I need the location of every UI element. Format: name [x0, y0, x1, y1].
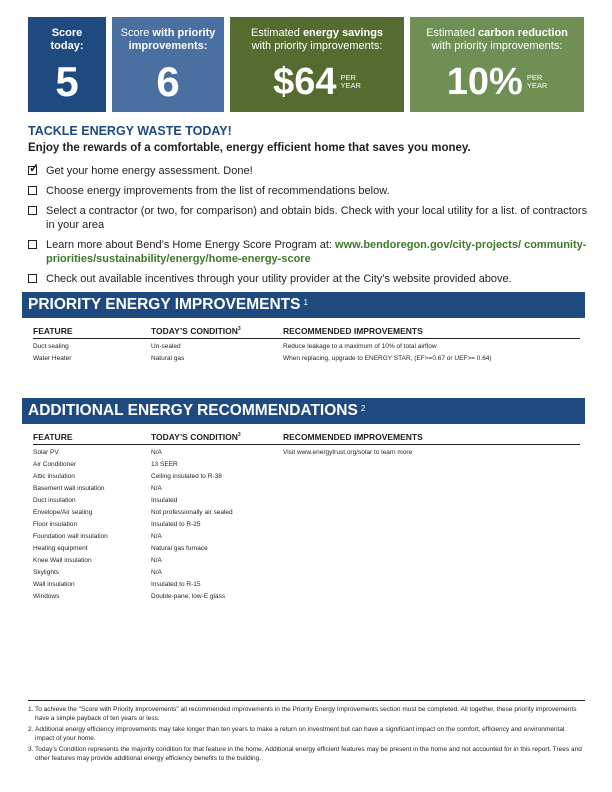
- column-header-feature: FEATURE: [33, 431, 73, 442]
- footnote-number: 3.: [28, 746, 34, 753]
- energy-savings-label-suffix: with priority improvements:: [251, 40, 383, 52]
- cell-condition: Natural gas: [151, 355, 185, 362]
- carbon-reduction-label-prefix: Estimated: [426, 27, 479, 39]
- table-row: [33, 579, 580, 591]
- additional-table: [33, 429, 580, 603]
- cell-condition: Insulated to R-25: [151, 521, 201, 528]
- cell-recommended: [283, 567, 580, 579]
- score-priority-box: [112, 17, 224, 112]
- energy-savings-label: [230, 27, 404, 53]
- column-header-condition-note: 3: [237, 325, 241, 332]
- cell-recommended: [283, 531, 580, 543]
- checklist-item: [28, 184, 588, 198]
- cell-condition: Insulated: [151, 497, 178, 504]
- checklist-item: [28, 204, 588, 232]
- additional-section-title: ADDITIONAL ENERGY RECOMMENDATIONS: [28, 402, 358, 419]
- checkbox[interactable]: [28, 186, 37, 195]
- table-row: [33, 519, 580, 531]
- table-row: [33, 471, 580, 483]
- table-row: [33, 507, 580, 519]
- score-priority-label-prefix: Score: [120, 27, 153, 39]
- cell-feature: Air Conditioner: [33, 461, 76, 468]
- carbon-reduction-value: 10%: [446, 61, 523, 103]
- footnote-number: 1.: [28, 706, 34, 713]
- score-priority-label-bold: with priority improvements:: [128, 27, 216, 52]
- table-row: [33, 353, 580, 365]
- checklist-item: [28, 272, 588, 286]
- energy-savings-per: PER: [340, 72, 356, 82]
- score-today-label: [28, 27, 106, 53]
- cell-condition: Ceiling insulated to R-38: [151, 473, 222, 480]
- carbon-reduction-label-suffix: with priority improvements:: [431, 40, 563, 52]
- cell-feature: Duct insulation: [33, 497, 76, 504]
- additional-table-header: [33, 429, 580, 445]
- cell-recommended: [283, 471, 580, 483]
- checklist-item: [28, 161, 588, 178]
- cell-condition: Not professionally air sealed: [151, 509, 233, 516]
- cell-recommended: [283, 543, 580, 555]
- footnote-number: 2.: [28, 726, 34, 733]
- table-row: [33, 447, 580, 459]
- score-today-value: 5: [55, 58, 79, 105]
- carbon-reduction-unit: [527, 74, 547, 91]
- checkbox[interactable]: [28, 274, 37, 283]
- cell-condition: Insulated to R-15: [151, 581, 201, 588]
- cell-feature: Skylights: [33, 569, 60, 576]
- checklist-item-text-lead: Learn more about Bend’s Home Energy Score Program at:: [46, 239, 336, 251]
- column-header-condition: [151, 432, 283, 442]
- cell-feature: Water Heater: [33, 355, 72, 362]
- checked-checkbox[interactable]: [28, 161, 40, 175]
- cell-condition: N/A: [151, 449, 162, 456]
- checkmark-icon: ✓: [29, 161, 40, 175]
- table-row: [33, 567, 580, 579]
- table-row: [33, 543, 580, 555]
- score-today-label-line1: Score: [51, 27, 83, 39]
- cell-recommended: [283, 495, 580, 507]
- cell-recommended: [283, 459, 580, 471]
- column-header-feature: FEATURE: [33, 325, 73, 336]
- cell-condition: Natural gas furnace: [151, 545, 208, 552]
- cell-recommended: [283, 591, 580, 603]
- checklist-item-text: Check out available incentives through your utility provider at the City’s website provided above.: [46, 273, 512, 285]
- carbon-reduction-box: [410, 17, 584, 112]
- checklist-item: [28, 238, 588, 266]
- score-today-box: [28, 17, 106, 112]
- carbon-reduction-label-bold: carbon reduction: [478, 27, 568, 39]
- footnote-text: Additional energy efficiency improvements may take longer than ten years to make a return on investment but can have a significant impact on the comfort, efficiency and environmental impact of your home.: [35, 726, 565, 742]
- footnotes: [28, 705, 585, 765]
- cell-feature: Solar PV: [33, 449, 59, 456]
- carbon-reduction-per: PER: [526, 72, 543, 82]
- score-priority-label: [112, 27, 224, 53]
- cell-recommended: [283, 555, 580, 567]
- cell-feature: Knee Wall insulation: [33, 557, 92, 564]
- table-row: [33, 483, 580, 495]
- cell-recommended: [283, 579, 580, 591]
- table-row: [33, 555, 580, 567]
- energy-savings-unit: [340, 74, 360, 91]
- cell-recommended: [283, 483, 580, 495]
- column-header-condition: [151, 326, 283, 336]
- score-today-label-line2: today:: [50, 40, 84, 52]
- cell-feature: Windows: [33, 593, 60, 600]
- energy-savings-year: YEAR: [340, 81, 361, 90]
- checklist-item-text: Choose energy improvements from the list of recommendations below.: [46, 185, 390, 197]
- energy-savings-box: [230, 17, 404, 112]
- energy-savings-label-bold: energy savings: [302, 27, 384, 39]
- priority-section-title: PRIORITY ENERGY IMPROVEMENTS: [28, 296, 301, 313]
- action-checklist: [28, 161, 588, 292]
- cell-condition: Un-sealed: [151, 343, 181, 350]
- footnote: [28, 725, 585, 743]
- priority-table-body: [33, 341, 580, 365]
- footnote-divider: [28, 700, 585, 701]
- column-header-condition-text: TODAY’S CONDITION: [151, 431, 238, 442]
- carbon-reduction-year: YEAR: [526, 81, 548, 90]
- cell-condition: N/A: [151, 569, 162, 576]
- checklist-item-text: Get your home energy assessment. Done!: [46, 165, 253, 177]
- table-row: [33, 495, 580, 507]
- program-website-link[interactable]: www.bendoregon.gov/city-projects/ community-priorities/sustainability/energy/home-energy-score: [46, 239, 587, 265]
- priority-section-header: [22, 292, 585, 318]
- table-row: [33, 459, 580, 471]
- additional-section-note: 2: [360, 404, 366, 413]
- checklist-item-text: Select a contractor (or two, for comparison) and obtain bids. Check with your local utility for a list. of contractors in your area: [46, 205, 588, 231]
- table-row: [33, 591, 580, 603]
- cell-feature: Basement wall insulation: [33, 485, 105, 492]
- additional-section-header: [22, 398, 585, 424]
- cell-feature: Duct sealing: [33, 343, 69, 350]
- page-subheading: Enjoy the rewards of a comfortable, energy efficient home that saves you money.: [28, 142, 471, 154]
- checkbox[interactable]: [28, 240, 37, 249]
- cell-recommended: [283, 519, 580, 531]
- table-row: [33, 341, 580, 353]
- cell-recommended: When replacing, upgrade to ENERGY STAR, (EF>=0.67 or UEF>= 0.64): [283, 355, 492, 362]
- cell-condition: N/A: [151, 485, 162, 492]
- energy-savings-label-prefix: Estimated: [250, 27, 303, 39]
- checkbox[interactable]: [28, 206, 37, 215]
- score-priority-value: 6: [156, 58, 180, 105]
- cell-condition: Double-pane, low-E glass: [151, 593, 226, 600]
- checklist-item-text: [46, 238, 588, 266]
- cell-condition: 13 SEER: [151, 461, 178, 468]
- priority-table-header: [33, 323, 580, 339]
- footnote-text: Today’s Condition represents the majority condition for that feature in the home. Additional energy efficient features may be present in the home and not accounted for in this report. Trees and other features may provide additional energy efficiency benefits to the building.: [35, 746, 582, 762]
- additional-table-body: [33, 447, 580, 603]
- cell-feature: Wall insulation: [33, 581, 75, 588]
- cell-feature: Heating equipment: [33, 545, 88, 552]
- energy-savings-value: $64: [273, 61, 337, 103]
- cell-condition: N/A: [151, 557, 162, 564]
- priority-section-note: 1: [303, 298, 308, 307]
- carbon-reduction-label: [410, 27, 584, 53]
- cell-condition: N/A: [151, 533, 162, 540]
- cell-feature: Foundation wall insulation: [33, 533, 108, 540]
- cell-feature: Attic insulation: [33, 473, 75, 480]
- column-header-recommended: RECOMMENDED IMPROVEMENTS: [283, 431, 423, 442]
- cell-recommended: [283, 507, 580, 519]
- footnote-text: To achieve the "Score with Priority Improvements" all recommended improvements in the Priority Energy Improvements section must be completed. All together, these priority improvements have a simple payback of ten years or less.: [35, 706, 577, 722]
- footnote: [28, 705, 585, 723]
- priority-table: [33, 323, 580, 365]
- column-header-condition-note: 3: [237, 431, 241, 438]
- cell-feature: Floor insulation: [33, 521, 78, 528]
- cell-feature: Envelope/Air sealing: [33, 509, 93, 516]
- cell-recommended: Reduce leakage to a maximum of 10% of total airflow: [283, 343, 437, 350]
- footnote: [28, 745, 585, 763]
- table-row: [33, 531, 580, 543]
- cell-recommended: Visit www.energytrust.org/solar to learn more: [283, 449, 413, 456]
- column-header-recommended: RECOMMENDED IMPROVEMENTS: [283, 325, 423, 336]
- column-header-condition-text: TODAY’S CONDITION: [151, 325, 238, 336]
- page-heading: TACKLE ENERGY WASTE TODAY!: [28, 124, 232, 138]
